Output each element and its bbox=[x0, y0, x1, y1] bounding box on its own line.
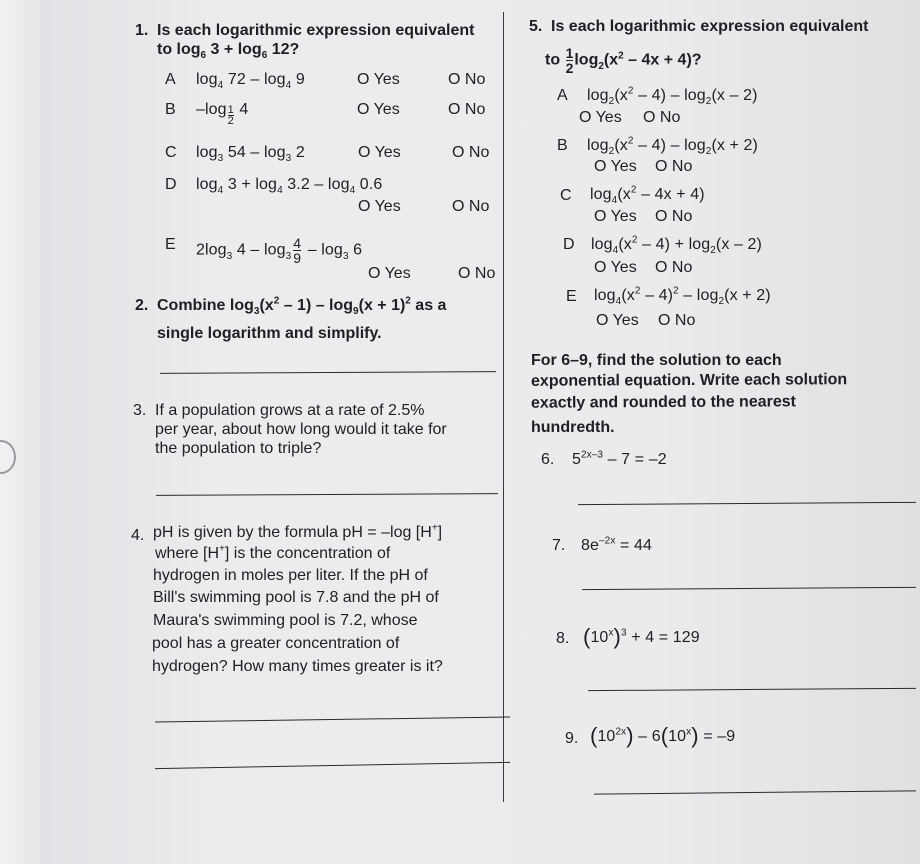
q1-item-d-letter: D bbox=[165, 176, 177, 193]
q1-prompt-line2: to $\log_6 3 + \log_6 12$? bbox=[157, 41, 300, 62]
q5-item-b-no-option[interactable]: O No bbox=[655, 158, 693, 175]
instructions-line3: exactly and rounded to the nearest bbox=[530, 393, 796, 412]
q5-item-c-letter: C bbox=[560, 187, 572, 204]
q5-item-e-expression: $\log_4(x^2 - 4)^2 - \log_2(x + 2)$ bbox=[594, 285, 771, 308]
q1-item-b-letter: B bbox=[165, 101, 176, 118]
q2-number: 2. bbox=[135, 297, 149, 314]
q5-item-a-yes-option[interactable]: O Yes bbox=[579, 109, 622, 126]
instructions-line4: hundredth. bbox=[531, 419, 615, 436]
q4-prompt-line6: pool has a greater concentration of bbox=[152, 635, 400, 652]
q5-item-d-yes-option[interactable]: O Yes bbox=[594, 259, 637, 276]
q4-prompt-line1: pH is given by the formula pH = –log [H+] bbox=[153, 522, 443, 541]
column-divider bbox=[503, 12, 504, 802]
q1-item-c-no-option[interactable]: O No bbox=[452, 144, 490, 161]
q5-number: 5. bbox=[529, 18, 543, 35]
q1-item-c-letter: C bbox=[165, 144, 177, 161]
q3-prompt-line3: the population to triple? bbox=[155, 440, 322, 457]
q4-prompt-line5: Maura's swimming pool is 7.2, whose bbox=[153, 612, 418, 629]
q1-item-b-expression: –log $\frac{1}{2}$ 4 bbox=[196, 101, 249, 127]
q1-item-a-yes-option[interactable]: O Yes bbox=[357, 71, 400, 88]
q1-item-e-no-option[interactable]: O No bbox=[458, 265, 496, 282]
q1-item-a-expression: $\log_4 72 - \log_4 9$ bbox=[196, 71, 305, 92]
instructions-line1: For 6–9, find the solution to each bbox=[531, 352, 782, 369]
q5-item-e-no-option[interactable]: O No bbox=[658, 312, 696, 329]
q1-item-e-expression: $2\log_3$ $4 - \log_3$ $\frac{4}{9}$ – $\log_3 6$ bbox=[196, 235, 363, 266]
q4-prompt-line3: hydrogen in moles per liter. If the pH of bbox=[153, 567, 428, 584]
q4-prompt-line4: Bill's swimming pool is 7.8 and the pH of bbox=[153, 589, 439, 606]
q5-prompt-line2: to $\frac{1}{2}$ $\log_2(x^2 - 4x + 4)$? bbox=[545, 45, 702, 76]
q8-number: 8. bbox=[556, 630, 570, 647]
q3-number: 3. bbox=[133, 402, 147, 419]
q1-item-e-letter: E bbox=[165, 236, 176, 253]
q4-number: 4. bbox=[131, 527, 145, 544]
q1-item-d-yes-option[interactable]: O Yes bbox=[358, 198, 401, 215]
q5-item-b-letter: B bbox=[557, 137, 568, 154]
q6-number: 6. bbox=[541, 451, 555, 468]
q1-item-e-yes-option[interactable]: O Yes bbox=[368, 265, 411, 282]
q5-item-d-no-option[interactable]: O No bbox=[655, 259, 693, 276]
q1-item-b-no-option[interactable]: O No bbox=[448, 101, 486, 118]
q2-prompt-line1: Combine $\log_3(x^2 - 1) - \log_9(x + 1)^2$ as a bbox=[157, 295, 447, 318]
q1-number: 1. bbox=[135, 22, 149, 39]
q1-item-a-no-option[interactable]: O No bbox=[448, 71, 486, 88]
q4-prompt-line7: hydrogen? How many times greater is it? bbox=[152, 658, 443, 675]
q1-item-d-no-option[interactable]: O No bbox=[452, 198, 490, 215]
q9-number: 9. bbox=[565, 730, 579, 747]
q5-item-c-expression: $\log_4(x^2 - 4x + 4)$ bbox=[590, 184, 705, 207]
q7-number: 7. bbox=[552, 537, 566, 554]
q5-item-c-no-option[interactable]: O No bbox=[655, 208, 693, 225]
q5-prompt-line1: Is each logarithmic expression equivalent bbox=[551, 18, 869, 35]
q7-equation: $8e^{-2x} = 44$ bbox=[581, 535, 652, 554]
background-page-edge bbox=[0, 0, 40, 864]
q1-item-b-yes-option[interactable]: O Yes bbox=[357, 101, 400, 118]
q8-equation: $(10^x)^3 + 4 = 129$ bbox=[583, 624, 700, 649]
q9-equation: $(10^{2x}) - 6(10^x) = -9$ bbox=[590, 723, 736, 748]
q5-item-a-letter: A bbox=[557, 87, 568, 104]
q3-prompt-line2: per year, about how long would it take for bbox=[155, 421, 447, 438]
q5-item-d-letter: D bbox=[563, 236, 575, 253]
q5-item-d-expression: $\log_4(x^2 - 4) + \log_2(x - 2)$ bbox=[591, 234, 762, 257]
q1-item-a-letter: A bbox=[165, 71, 176, 88]
instructions-line2: exponential equation. Write each solution bbox=[530, 371, 848, 390]
q1-item-c-expression: $\log_3 54 - \log_3 2$ bbox=[196, 144, 305, 165]
q5-item-c-yes-option[interactable]: O Yes bbox=[594, 208, 637, 225]
q1-item-c-yes-option[interactable]: O Yes bbox=[358, 144, 401, 161]
q1-prompt-line1: Is each logarithmic expression equivalent bbox=[157, 22, 475, 39]
q6-equation: $5^{2x-3} - 7 = -2$ bbox=[572, 449, 667, 468]
q3-prompt-line1: If a population grows at a rate of 2.5% bbox=[155, 402, 425, 419]
q5-item-b-expression: $\log_2(x^2 - 4) - \log_2(x + 2)$ bbox=[587, 135, 758, 158]
q1-item-d-expression: $\log_4 3 + \log_4 3.2 - \log_4 0.6$ bbox=[196, 176, 383, 197]
q5-item-e-letter: E bbox=[566, 288, 577, 305]
q5-item-a-expression: $\log_2(x^2 - 4) - \log_2(x - 2)$ bbox=[587, 85, 758, 108]
q4-prompt-line2: where [H+] is the concentration of bbox=[155, 543, 391, 562]
q5-item-a-no-option[interactable]: O No bbox=[643, 109, 681, 126]
q5-item-e-yes-option[interactable]: O Yes bbox=[596, 312, 639, 329]
q2-prompt-line2: single logarithm and simplify. bbox=[157, 325, 382, 342]
q5-item-b-yes-option[interactable]: O Yes bbox=[594, 158, 637, 175]
binder-hole bbox=[0, 440, 16, 474]
